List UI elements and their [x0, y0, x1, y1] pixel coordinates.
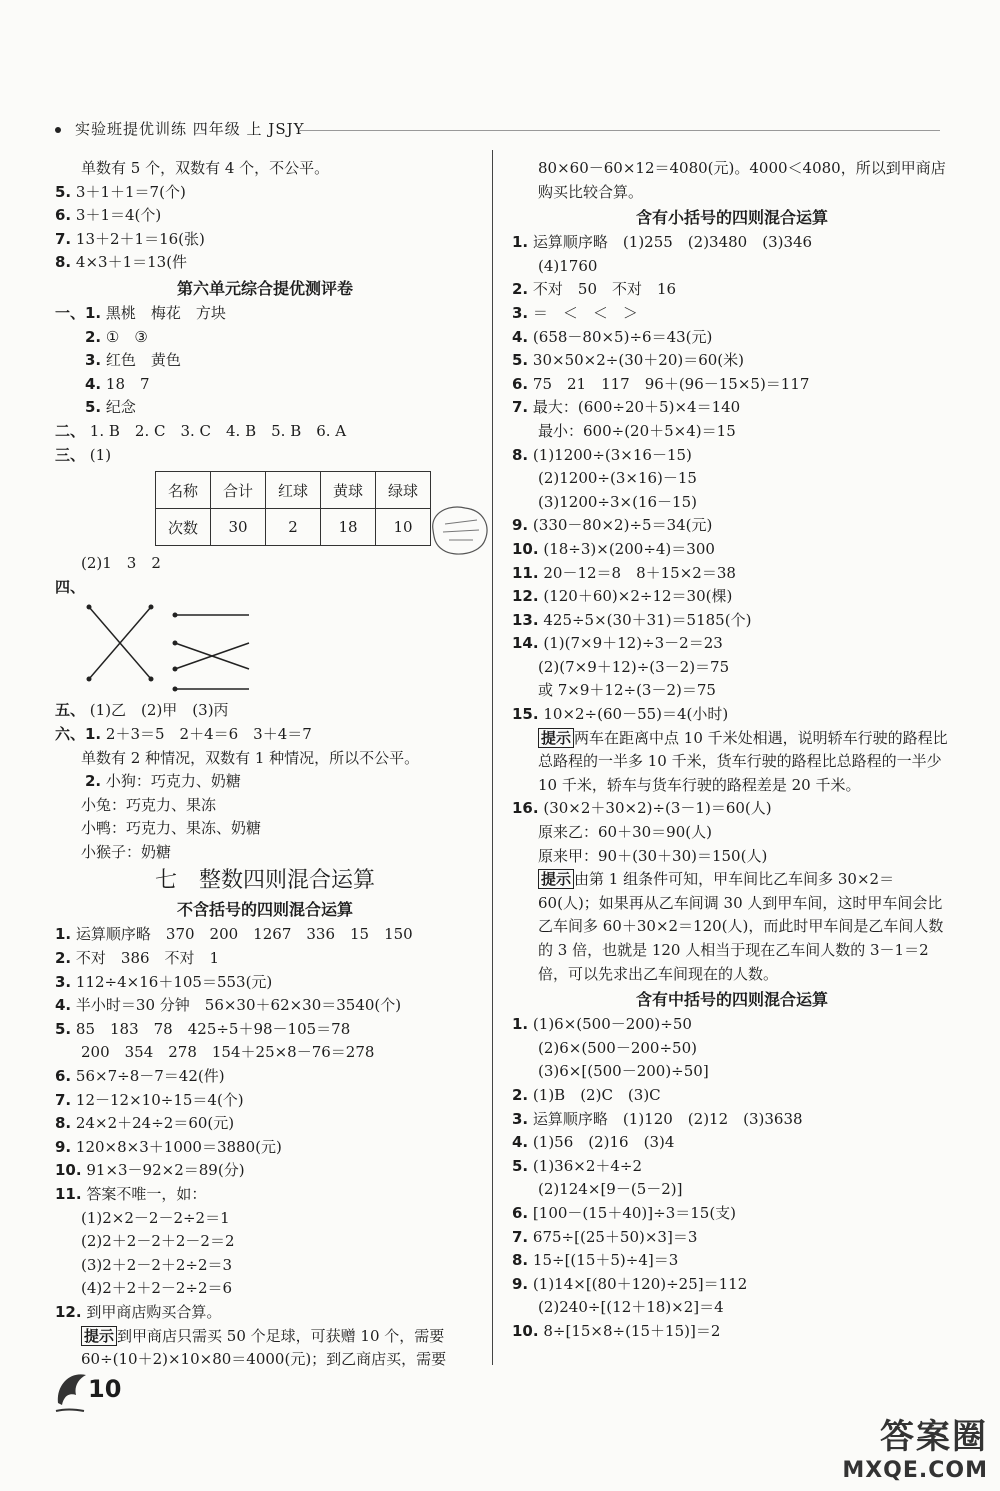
answer-line — [55, 971, 475, 995]
answer-text: 纪念 — [105, 398, 136, 417]
answer-text: (2)124×[9－(5－2)] — [538, 1180, 683, 1199]
answer-text: 或 7×9＋12÷(3－2)＝75 — [538, 681, 716, 700]
matching-dot — [87, 605, 92, 610]
answer-line — [55, 251, 475, 275]
answer-line — [55, 576, 475, 600]
stamp-icon — [425, 500, 495, 560]
answer-line — [55, 302, 475, 326]
answer-text: ① ③ — [105, 327, 148, 346]
answer-line — [55, 794, 475, 818]
item-number: 16. — [512, 799, 539, 818]
item-number: 一、1. — [55, 303, 102, 322]
answer-line — [512, 302, 952, 326]
page-number: 10 — [88, 1375, 122, 1403]
right-column — [512, 157, 952, 1344]
item-number: 2. — [512, 280, 529, 299]
item-number: 4. — [512, 327, 529, 346]
item-number: 7. — [512, 1227, 529, 1246]
section-title: 含有中括号的四则混合运算 — [635, 990, 828, 1010]
answer-line — [55, 1183, 475, 1207]
item-number: 10. — [55, 1161, 82, 1180]
answer-line — [512, 656, 952, 680]
item-number: 2. — [55, 949, 72, 968]
answer-text: 10×2÷(60－55)＝4(小时) — [543, 705, 729, 724]
answer-text: 小猴子：奶糖 — [81, 842, 172, 861]
answer-line — [512, 1108, 952, 1132]
answer-line — [512, 514, 952, 538]
hint-text: 由第 1 组条件可知，甲车间比乙车间多 30×2＝60(人)；如果再从乙车间调 30 人到甲车间，这时甲车间会比乙车间多 60＋30×2＝120(人)，而此时甲车间是乙车间人数的 3 倍，也就是 120 人相当于现在乙车间人数的 3－1＝2 倍，可以先求出乙车间现在的人数。 — [538, 870, 944, 983]
answer-text: 2＋3＝5 2＋4＝6 3＋4＝7 — [105, 724, 312, 743]
table-cell: 18 — [321, 509, 376, 546]
answer-text: 120×8×3＋1000＝3880(元) — [75, 1137, 282, 1156]
answer-text: 4×3＋1＝13(件 — [75, 253, 188, 272]
item-number: 五、 — [55, 701, 86, 720]
answer-line — [55, 326, 475, 350]
answer-line — [55, 923, 475, 947]
header-rule — [300, 130, 940, 131]
answer-text: 单数有 5 个，双数有 4 个，不公平。 — [81, 159, 330, 177]
item-number: 1. — [512, 1015, 529, 1034]
matching-dot — [173, 667, 178, 672]
item-number: 9. — [55, 1137, 72, 1156]
answer-text: (3)6×[(500－200)÷50] — [538, 1062, 709, 1081]
answer-text: ＝ ＜ ＜ ＞ — [532, 303, 638, 322]
item-number: 6. — [55, 1067, 72, 1086]
item-number: 5. — [85, 398, 102, 417]
answer-line — [55, 723, 475, 747]
header-bullet-icon — [55, 127, 61, 133]
item-number: 8. — [55, 253, 72, 272]
answer-text: 1. B 2. C 3. C 4. B 5. B 6. A — [89, 421, 347, 440]
answer-text: 8÷[15×8÷(15＋15)]＝2 — [543, 1321, 721, 1340]
answer-line — [512, 562, 952, 586]
answer-text: 单数有 2 种情况，双数有 1 种情况，所以不公平。 — [81, 748, 420, 767]
answer-text: (30×2＋30×2)÷(3－1)＝60(人) — [543, 799, 772, 818]
hint-paragraph — [55, 1325, 475, 1372]
table-cell: 30 — [211, 509, 266, 546]
table-header-cell: 红球 — [266, 472, 321, 509]
item-number: 7. — [55, 1090, 72, 1109]
answer-line — [55, 1089, 475, 1113]
answer-line — [512, 797, 952, 821]
table-cell: 2 — [266, 509, 321, 546]
answer-line — [55, 747, 475, 771]
answer-line — [512, 1226, 952, 1250]
answer-line — [512, 1202, 952, 1226]
answer-text: (3)2＋2－2＋2÷2＝3 — [81, 1255, 233, 1274]
answer-line — [55, 994, 475, 1018]
header-title: 实验班提优训练 四年级 上 JSJY — [75, 120, 305, 138]
answer-text: (1) — [89, 445, 112, 464]
answer-text: (2)(7×9＋12)÷(3－2)＝75 — [538, 657, 730, 676]
item-number: 3. — [512, 303, 529, 322]
answer-text: [100－(15＋40)]÷3＝15(支) — [532, 1203, 737, 1222]
answer-text: 最大：(600÷20＋5)×4＝140 — [532, 398, 741, 417]
table-row — [156, 509, 431, 546]
answer-text: 小狗：巧克力、奶糖 — [105, 772, 241, 791]
section-title: 不含括号的四则混合运算 — [176, 900, 353, 920]
answer-line — [55, 1112, 475, 1136]
item-number: 5. — [55, 182, 72, 201]
answer-text: (2)1200÷(3×16)－15 — [538, 469, 697, 488]
answer-text: 到甲商店购买合算。 — [86, 1302, 222, 1321]
answer-text: 不对 50 不对 16 — [532, 280, 677, 299]
answer-text: (1)1200÷(3×16－15) — [532, 445, 692, 464]
answer-line — [512, 679, 952, 703]
chapter-title: 七 整数四则混合运算 — [154, 868, 375, 894]
answer-line — [512, 703, 952, 727]
table-header-cell: 黄球 — [321, 472, 376, 509]
item-number: 9. — [512, 516, 529, 535]
answer-line — [55, 1136, 475, 1160]
item-number: 14. — [512, 634, 539, 653]
answer-line — [512, 632, 952, 656]
item-number: 10. — [512, 539, 539, 558]
item-number: 5. — [512, 1156, 529, 1175]
answer-line — [512, 1084, 952, 1108]
answer-text: 200 354 278 154＋25×8－76＝278 — [81, 1043, 375, 1062]
answer-line — [55, 770, 475, 794]
answer-line — [512, 845, 952, 869]
item-number: 2. — [85, 772, 102, 791]
answer-line — [512, 1273, 952, 1297]
answer-text: (4)1760 — [538, 256, 598, 275]
answer-text: 675÷[(25＋50)×3]＝3 — [532, 1227, 698, 1246]
answer-line — [512, 396, 952, 420]
answer-line — [55, 444, 475, 468]
answer-line — [512, 349, 952, 373]
item-number: 二、 — [55, 421, 86, 440]
item-number: 12. — [55, 1302, 82, 1321]
left-column — [55, 157, 475, 1372]
table-header-cell: 合计 — [211, 472, 266, 509]
item-number: 4. — [85, 374, 102, 393]
item-number: 8. — [512, 445, 529, 464]
answer-line — [512, 1131, 952, 1155]
answer-text: 13＋2＋1＝16(张) — [75, 229, 205, 248]
answer-text: (1)56 (2)16 (3)4 — [532, 1133, 675, 1152]
table-header-cell: 名称 — [156, 472, 211, 509]
answer-line — [512, 585, 952, 609]
answer-text: (18÷3)×(200÷4)＝300 — [543, 539, 715, 558]
item-number: 12. — [512, 587, 539, 606]
item-number: 11. — [55, 1185, 82, 1203]
watermark-url: MXQE.COM — [842, 1458, 988, 1483]
section-title: 第六单元综合提优测评卷 — [176, 278, 353, 298]
answer-line — [512, 420, 952, 444]
answer-line — [512, 821, 952, 845]
answer-line — [512, 491, 952, 515]
hint-label: 提示 — [538, 728, 574, 748]
item-number: 2. — [512, 1085, 529, 1104]
answer-line — [55, 1277, 475, 1301]
answer-text: 3＋1＋1＝7(个) — [75, 182, 186, 201]
answer-line — [512, 326, 952, 350]
answer-text: 24×2＋24÷2＝60(元) — [75, 1114, 235, 1133]
item-number: 6. — [512, 374, 529, 393]
item-number: 8. — [512, 1251, 529, 1270]
answer-text: 425÷5×(30＋31)＝5185(个) — [543, 610, 752, 629]
answer-line — [512, 467, 952, 491]
answer-line — [512, 1320, 952, 1344]
answer-line — [512, 1178, 952, 1202]
answer-line — [55, 373, 475, 397]
answer-line — [512, 1155, 952, 1179]
section-title: 含有小括号的四则混合运算 — [635, 208, 828, 228]
item-number: 7. — [55, 229, 72, 248]
matching-lines-diagram — [85, 599, 265, 695]
answer-line — [55, 1018, 475, 1042]
answer-text: 15÷[(15＋5)÷4]＝3 — [532, 1251, 679, 1270]
matching-dot — [173, 613, 178, 618]
running-header — [55, 118, 305, 139]
table-cell: 10 — [376, 509, 431, 546]
answer-text: (1)14×[(80＋120)÷25]＝112 — [532, 1274, 748, 1293]
answer-text: 半小时＝30 分钟 56×30＋62×30＝3540(个) — [75, 996, 402, 1015]
hint-label: 提示 — [81, 1326, 117, 1346]
answer-text: (1)36×2＋4÷2 — [532, 1156, 643, 1175]
answer-text: (1)2×2－2－2÷2＝1 — [81, 1208, 230, 1227]
item-number: 2. — [85, 327, 102, 346]
item-number: 8. — [55, 1114, 72, 1133]
answer-text: (1)乙 (2)甲 (3)丙 — [89, 701, 229, 720]
item-number: 1. — [512, 233, 529, 252]
answer-text: 91×3－92×2＝89(分) — [86, 1161, 245, 1180]
watermark-title: 答案圈 — [880, 1417, 988, 1457]
answer-text: (4)2＋2＋2－2÷2＝6 — [81, 1279, 233, 1298]
item-number: 4. — [512, 1133, 529, 1152]
answer-text: (2)2＋2－2＋2－2＝2 — [81, 1232, 235, 1251]
hint-text: 到甲商店只需买 50 个足球，可获赠 10 个，需要 60÷(10＋2)×10×80＝4000(元)；到乙商店买，需要 — [81, 1326, 447, 1369]
item-number: 5. — [512, 351, 529, 370]
answer-text: (1)6×(500－200)÷50 — [532, 1015, 692, 1034]
answer-line — [55, 420, 475, 444]
item-number: 6. — [55, 206, 72, 225]
answer-text: 红色 黄色 — [105, 351, 181, 370]
item-number: 10. — [512, 1321, 539, 1340]
item-number: 5. — [55, 1019, 72, 1038]
answer-text: 原来乙：60＋30＝90(人) — [538, 823, 712, 842]
answer-text: 75 21 117 96＋(96－15×5)＝117 — [532, 374, 810, 393]
answer-line — [55, 1065, 475, 1089]
table-header-row — [156, 472, 431, 509]
item-number: 3. — [512, 1109, 529, 1128]
item-number: 三、 — [55, 445, 86, 464]
answer-text: (330－80×2)÷5＝34(元) — [532, 516, 713, 535]
answer-line — [55, 817, 475, 841]
hint-paragraph — [512, 868, 952, 986]
answer-text: (2)6×(500－200÷50) — [538, 1038, 697, 1057]
answer-line — [512, 1249, 952, 1273]
item-number: 11. — [512, 563, 539, 582]
answer-line — [55, 947, 475, 971]
answer-text: 20－12＝8 8＋15×2＝38 — [543, 563, 736, 582]
item-number: 4. — [55, 996, 72, 1015]
item-number: 13. — [512, 610, 539, 629]
answer-line — [55, 157, 475, 181]
answer-line — [512, 278, 952, 302]
answer-text: 3＋1＝4(个) — [75, 206, 162, 225]
column-divider — [492, 150, 493, 1365]
item-number: 四、 — [55, 577, 86, 596]
answer-text: 运算顺序略 370 200 1267 336 15 150 — [75, 925, 413, 944]
answer-line — [55, 181, 475, 205]
matching-dot — [173, 687, 178, 692]
answer-line — [55, 699, 475, 723]
answer-line — [55, 228, 475, 252]
answer-line — [512, 373, 952, 397]
answer-line — [512, 1296, 952, 1320]
answer-line — [55, 204, 475, 228]
answer-text: (120＋60)×2÷12＝30(棵) — [543, 587, 733, 606]
item-number: 15. — [512, 705, 539, 724]
answer-line — [55, 552, 475, 576]
matching-dot — [149, 677, 154, 682]
answer-text: 小兔：巧克力、果冻 — [81, 795, 217, 814]
answer-text: (2)1 3 2 — [81, 554, 161, 573]
answer-line — [55, 349, 475, 373]
answer-text: (1)B (2)C (3)C — [532, 1085, 661, 1104]
answer-text: 答案不唯一，如： — [86, 1185, 207, 1203]
matching-dot — [173, 641, 178, 646]
answer-text: 运算顺序略 (1)120 (2)12 (3)3638 — [532, 1109, 803, 1128]
answer-line — [512, 157, 952, 204]
answer-text: (3)1200÷3×(16－15) — [538, 492, 697, 511]
answer-line — [512, 1037, 952, 1061]
answer-line — [512, 1060, 952, 1084]
answer-line — [55, 1041, 475, 1065]
answer-text: 12－12×10÷15＝4(个) — [75, 1090, 244, 1109]
answer-text: 56×7÷8－7＝42(件) — [75, 1067, 225, 1086]
answer-text: 黑桃 梅花 方块 — [105, 303, 226, 322]
answer-line — [55, 1301, 475, 1325]
matching-dot — [149, 605, 154, 610]
answer-line — [512, 538, 952, 562]
tally-table — [155, 471, 431, 546]
answer-text: 85 183 78 425÷5＋98－105＝78 — [75, 1019, 351, 1038]
hint-paragraph — [512, 727, 952, 798]
item-number: 1. — [55, 925, 72, 944]
answer-line — [55, 1254, 475, 1278]
answer-line — [55, 1207, 475, 1231]
item-number: 3. — [85, 351, 102, 370]
matching-dot — [87, 677, 92, 682]
hint-text: 两车在距离中点 10 千米处相遇，说明轿车行驶的路程比总路程的一半多 10 千米，货车行驶的路程比总路程的一半少 10 千米，轿车与货车行驶的路程差是 20 千米。 — [538, 728, 948, 794]
watermark — [842, 1409, 988, 1483]
answer-text: 最小：600÷(20＋5×4)＝15 — [538, 421, 736, 440]
answer-line — [55, 1159, 475, 1183]
answer-line — [55, 841, 475, 865]
item-number: 9. — [512, 1274, 529, 1293]
answer-line — [512, 255, 952, 279]
answer-text: 112÷4×16＋105＝553(元) — [75, 972, 273, 991]
answer-text: 30×50×2÷(30＋20)＝60(米) — [532, 351, 745, 370]
answer-line — [512, 444, 952, 468]
table-cell: 次数 — [156, 509, 211, 546]
item-number: 六、1. — [55, 724, 102, 743]
hint-label: 提示 — [538, 869, 574, 889]
item-number: 6. — [512, 1203, 529, 1222]
answer-text: 原来甲：90＋(30＋30)＝150(人) — [538, 846, 768, 865]
answer-line — [55, 1230, 475, 1254]
answer-text: (2)240÷[(12＋18)×2]＝4 — [538, 1298, 724, 1317]
answer-text: 不对 386 不对 1 — [75, 949, 220, 968]
answer-text: (658－80×5)÷6＝43(元) — [532, 327, 713, 346]
answer-text: 80×60－60×12＝4080(元)。4000＜4080，所以到甲商店购买比较合算。 — [538, 159, 946, 201]
table-header-cell: 绿球 — [376, 472, 431, 509]
answer-text: 运算顺序略 (1)255 (2)3480 (3)346 — [532, 233, 813, 252]
answer-text: 小鸭：巧克力、果冻、奶糖 — [81, 819, 262, 838]
answer-line — [512, 231, 952, 255]
answer-line — [55, 396, 475, 420]
item-number: 7. — [512, 398, 529, 417]
answer-line — [512, 1013, 952, 1037]
dolphin-logo-icon — [52, 1365, 92, 1417]
answer-line — [512, 609, 952, 633]
item-number: 3. — [55, 972, 72, 991]
answer-text: (1)(7×9＋12)÷3－2＝23 — [543, 634, 723, 653]
answer-text: 18 7 — [105, 374, 150, 393]
